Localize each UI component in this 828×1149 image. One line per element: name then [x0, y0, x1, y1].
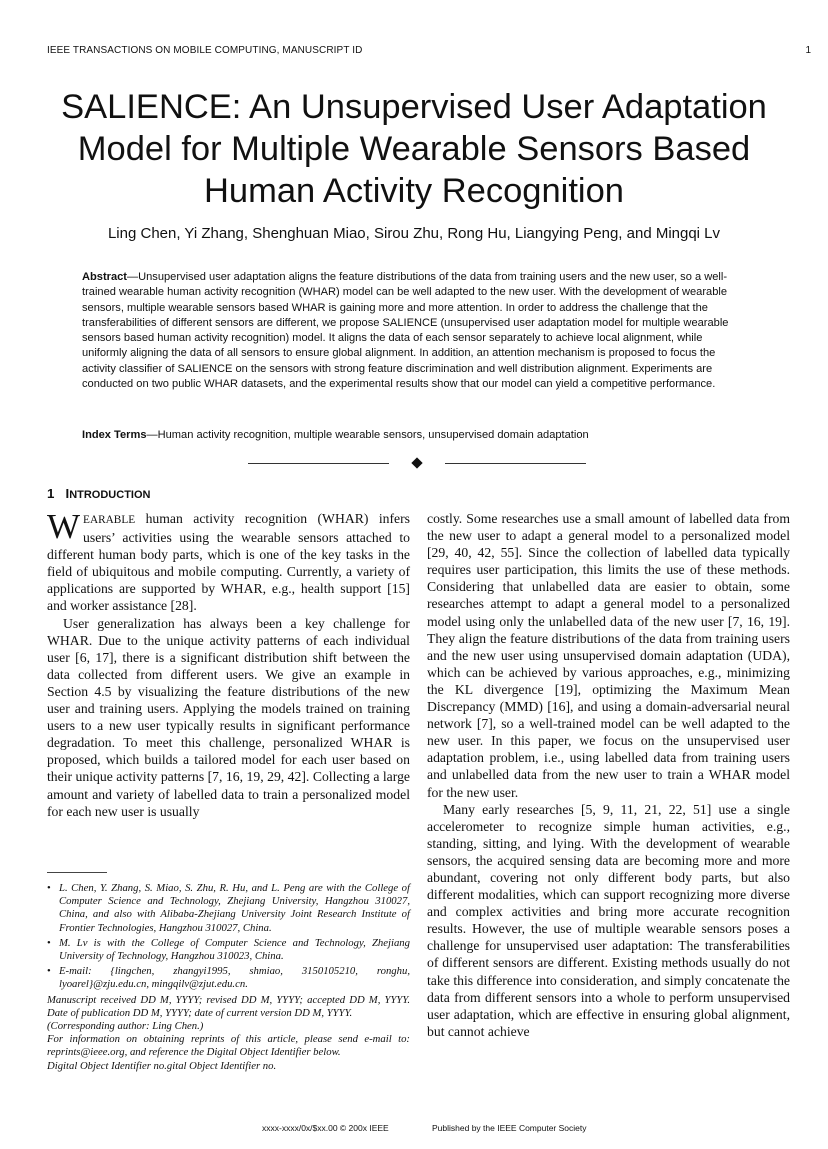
index-terms-label: Index Terms: [82, 429, 147, 441]
reprints-note: For information on obtaining reprints of this article, please send e-mail to: reprints@ieee.org, and reference the Digital Object Identifier below.: [47, 1033, 410, 1059]
corresponding-author: (Corresponding author: Ling Chen.): [47, 1020, 204, 1033]
bullet-icon: •: [47, 882, 51, 894]
bullet-icon: •: [47, 936, 51, 949]
page-number: 1: [805, 45, 811, 56]
index-terms-text: Human activity recognition, multiple wearable sensors, unsupervised domain adaptation: [157, 429, 589, 441]
separator-line-left: [248, 463, 389, 464]
abstract: [82, 270, 748, 392]
section-separator: [248, 457, 588, 471]
first-word-smallcaps: EARABLE: [83, 514, 136, 526]
section-title-rest: NTRODUCTION: [69, 489, 151, 501]
footnote-text: M. Lv is with the College of Computer Science and Technology, Zhejiang University of Technology, Hangzhou 310023, China.: [59, 936, 410, 963]
abstract-dash: —: [127, 271, 139, 283]
footnote-item: [47, 937, 410, 963]
abstract-label: Abstract: [82, 271, 128, 283]
section-title-initial: I: [65, 486, 70, 501]
footnote-item: [47, 965, 410, 991]
body-column-right: [427, 510, 790, 1040]
footnote-text: L. Chen, Y. Zhang, S. Miao, S. Zhu, R. Hu, and L. Peng are with the College of Computer Science and Technology, Zhejiang University, Hangzhou 310027, China, and also with Alibaba-Zhejiang University Joint Research Institute of Frontier Technologies, Hangzhou 310027, China.: [59, 882, 410, 934]
body-paragraph: Many early researches [5, 9, 11, 21, 22, 51] use a single accelerometer to recognize simple human activities, e.g., standing, sitting, and lying. With the development of wearable sensors, the acquired sensing data are becoming more and more abundant, covering not only different body parts, but also different modalities, which can support recognizing more diverse and complex activities and bring more accurate recognition results. However, the use of multiple wearable sensors poses a challenge for unsupervised user adaptation: The transferabilities of different sensors are different. Existing methods usually do not take this difference into consideration, and simply concatenate the data from different sensors into a whole to perform unsupervised user adaptation, which are effective in ensuring global alignment, but cannot achieve: [427, 801, 790, 1039]
footnote-text: E-mail: {lingchen, zhangyi1995, shmiao, 3150105210, ronghu, lyoarel}@zju.edu.cn, mingqilv@zjut.edu.cn.: [59, 965, 410, 991]
author-list: Ling Chen, Yi Zhang, Shenghuan Miao, Sirou Zhu, Rong Hu, Liangying Peng, and Mingqi Lv: [107, 225, 721, 242]
body-paragraph: [47, 507, 410, 615]
footer-publisher: Published by the IEEE Computer Society: [432, 1123, 587, 1133]
footnotes: [47, 882, 410, 1073]
paper-title: SALIENCE: An Unsupervised User Adaptation Model for Multiple Wearable Sensors Based Human Activity Recognition: [61, 88, 767, 210]
paragraph-text: human activity recognition (WHAR) infers users’ activities using the wearable sensors attached to different human body parts, which is one of the key tasks in the field of ubiquitous and mobile computing. Currently, a variety of applications are supported by WHAR, e.g., health support [15] and worker assistance [28].: [47, 511, 410, 614]
diamond-icon: [411, 457, 422, 468]
section-heading: [47, 486, 150, 501]
body-paragraph: costly. Some researches use a small amount of labelled data from the new user to adapt a general model to a personalized model [29, 40, 42, 55]. Since the collection of labelled data typically requires user participation, this limits the use of these methods. Considering that unlabelled data are easier to obtain, some researches attempt to adapt a general model to a personalized model using only the unlabelled data of the new user [7, 16, 19]. They align the feature distributions of the data from training users and the new user using unsupervised domain adaptation (UDA), which can be achieved by various approaches, e.g., minimizing the KL divergence [19], optimizing the Maximum Mean Discrepancy (MMD) [16], and using a domain-adversarial neural network [7], so a well-trained model can be well adapted to the new user. In this paper, we focus on the unsupervised user adaptation problem, i.e., using labelled data from training users and unlabelled data from the new user to train a WHAR model for the new user.: [427, 511, 790, 800]
manuscript-dates: Manuscript received DD M, YYYY; revised DD M, YYYY; accepted DD M, YYYY. Date of publication DD M, YYYY; date of current version DD M, YYYY.: [47, 993, 410, 1019]
index-terms: [82, 428, 748, 443]
index-terms-dash: —: [146, 429, 158, 441]
running-head: IEEE TRANSACTIONS ON MOBILE COMPUTING, MANUSCRIPT ID: [47, 45, 363, 56]
bullet-icon: •: [47, 965, 51, 978]
footnote-item: [47, 882, 410, 935]
abstract-text: Unsupervised user adaptation aligns the feature distributions of the data from training users and the new user, so a well-trained wearable human activity recognition (WHAR) model can be well adapted to the new user. With the development of wearable sensors, multiple wearable sensors based WHAR is gaining more and more attention. In order to address the challenge that the transferabilities of different sensors are different, we propose SALIENCE (unsupervised user adaptation model for multiple wearable sensors based human activity recognition) model. It aligns the data of each sensor separately to achieve local alignment, while uniformly aligning the data of all sensors to ensure global alignment. In addition, an attention mechanism is proposed to focus the activity classifier of SALIENCE on the sensors with strong feature discrimination and well distribution alignment. Experiments are conducted on two public WHAR datasets, and the experimental results show that our model can yield a competitive performance.: [82, 271, 729, 391]
separator-line-right: [445, 463, 586, 464]
doi-note: Digital Object Identifier no.gital Object Identifier no.: [47, 1059, 277, 1072]
body-paragraph: User generalization has always been a key challenge for WHAR. Due to the unique activity patterns of each individual user [6, 17], there is a significant distribution shift between the data collected from different users. We give an example in Section 4.5 by visualizing the feature distributions of the new user and training users. Applying the models trained on training users to a new user typically results in significant performance degradation. To meet this challenge, personalized WHAR is proposed, which builds a tailored model for each user based on their unique activity patterns [7, 16, 19, 29, 42]. Collecting a large amount and variety of labelled data to train a personalized model for each new user is usually: [47, 615, 410, 819]
body-column-left: [47, 507, 410, 820]
footer-copyright: xxxx-xxxx/0x/$xx.00 © 200x IEEE: [262, 1123, 389, 1133]
section-number: 1: [47, 486, 55, 501]
drop-cap: W: [47, 507, 81, 546]
footnote-rule: [47, 872, 107, 873]
